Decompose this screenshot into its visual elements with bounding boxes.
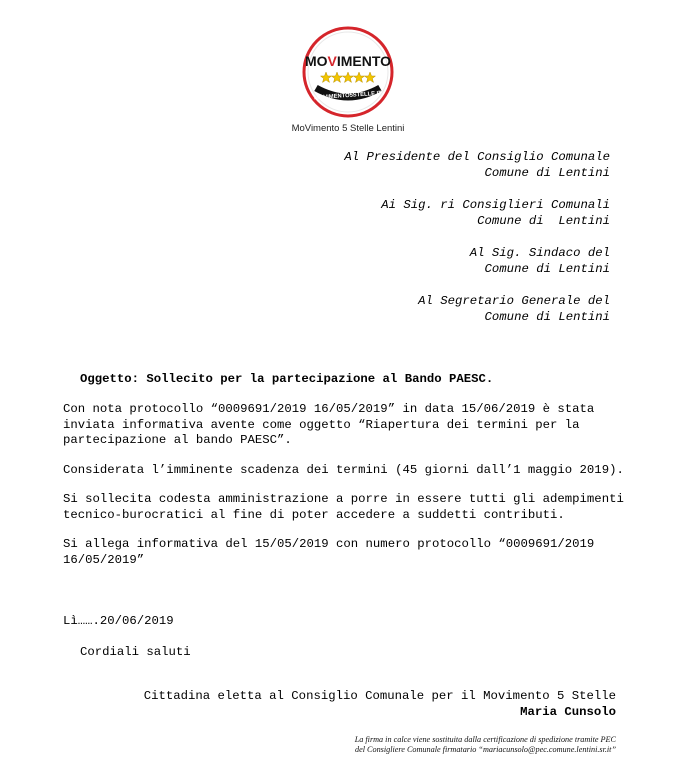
signature-block (144, 689, 616, 720)
recipient-line: Al Sig. Sindaco del (469, 246, 610, 260)
recipient-line: Comune di Lentini (477, 214, 610, 228)
footnote-line: La firma in calce viene sostituita dalla certificazione di spedizione tramite PEC (354, 735, 616, 744)
logo-wordmark: MOVIMENTO (304, 53, 392, 69)
recipient-line: Ai Sig. ri Consiglieri Comunali (381, 198, 610, 212)
signature-name: Maria Cunsolo (520, 704, 616, 719)
signature-role: Cittadina eletta al Consiglio Comunale per il Movimento 5 Stelle (143, 689, 616, 703)
recipient-line: Al Segretario Generale del (418, 294, 610, 308)
recipient-line: Comune di Lentini (484, 262, 610, 276)
subject-line: Oggetto: Sollecito per la partecipazione al Bando PAESC. (80, 372, 494, 386)
paragraph: Considerata l’imminente scadenza dei termini (45 giorni dall’1 maggio 2019). (63, 462, 624, 477)
recipients-block (250, 149, 610, 341)
logo-emblem (302, 26, 394, 118)
letter-body (63, 402, 633, 582)
recipient-line: Al Presidente del Consiglio Comunale (344, 150, 610, 164)
recipient-mayor (250, 245, 610, 277)
movimento-logo (302, 26, 394, 118)
pec-footnote (355, 735, 616, 755)
recipient-president (250, 149, 610, 181)
date-line: Lì…….20/06/2019 (63, 614, 174, 628)
recipient-councillors (250, 197, 610, 229)
footnote-line: del Consigliere Comunale firmatario “mariacunsolo@pec.comune.lentini.sr.it” (354, 745, 616, 754)
closing: Cordiali saluti (80, 645, 191, 659)
paragraph: Si sollecita codesta amministrazione a porre in essere tutti gli adempimenti tecnico-burocratici al fine di poter accedere a suddetti contributi. (63, 492, 624, 522)
paragraph: Con nota protocollo “0009691/2019 16/05/2019” in data 15/06/2019 è stata inviata informativa avente come oggetto “Riapertura dei termini per la partecipazione al bando PAESC”. (63, 402, 595, 447)
logo-caption: MoVimento 5 Stelle Lentini (291, 123, 405, 134)
logo-ring-text: MOVIMENTO5STELLE.IT (313, 90, 382, 102)
recipient-line: Comune di Lentini (484, 166, 610, 180)
paragraph: Si allega informativa del 15/05/2019 con numero protocollo “0009691/2019 16/05/2019” (63, 537, 595, 567)
recipient-line: Comune di Lentini (484, 310, 610, 324)
recipient-secretary (250, 293, 610, 325)
